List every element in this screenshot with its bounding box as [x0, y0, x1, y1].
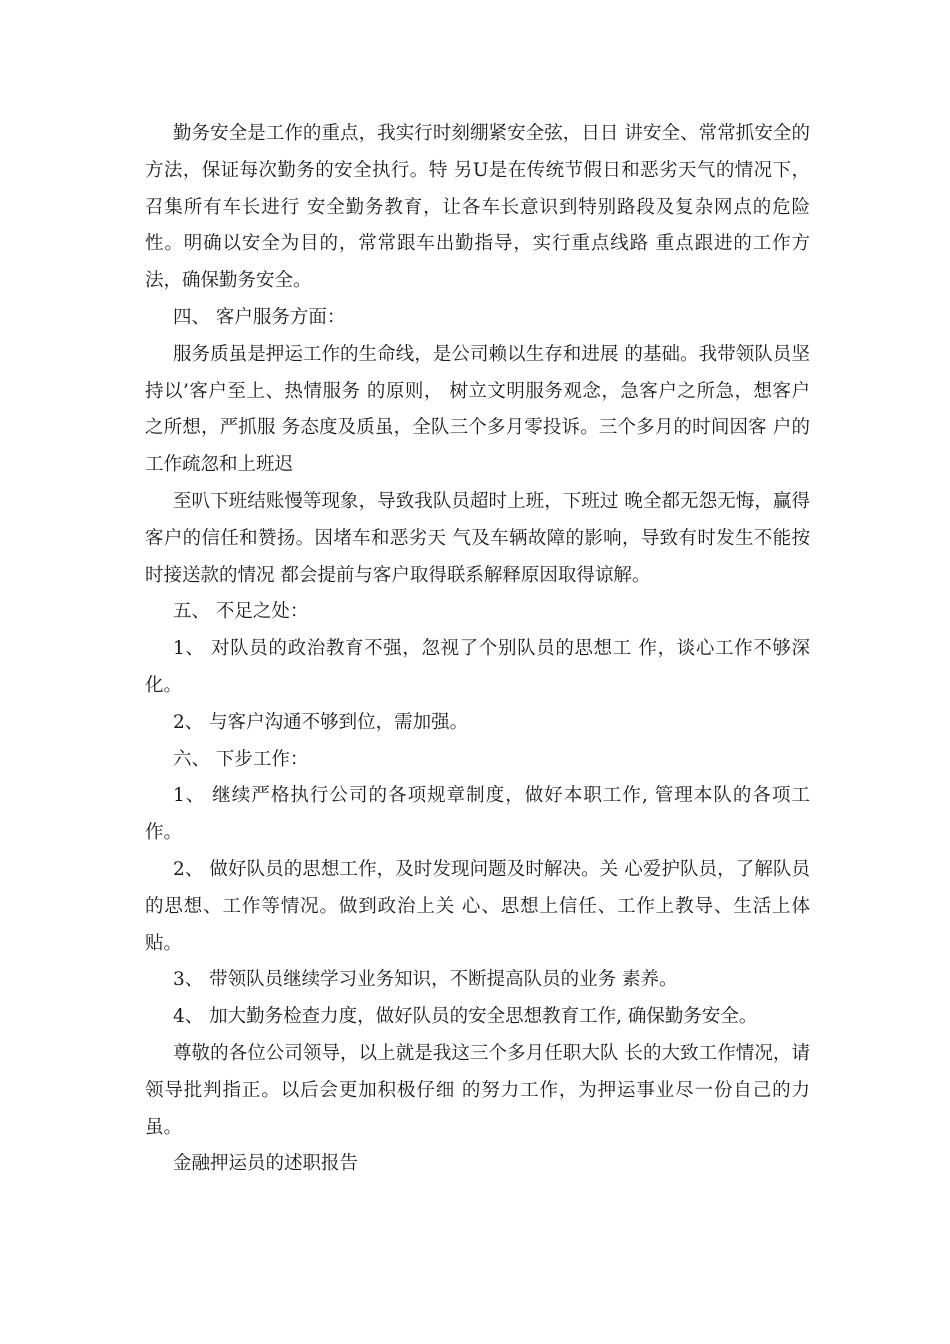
paragraph-safety: 勤务安全是工作的重点，我实行时刻绷紧安全弦，日日 讲安全、常常抓安全的方法，保证每次勤务的安全执行。特 另U是在传统节假日和恶劣天气的情况下，召集所有车长进行 安全勤务教育，让各车长意识到特别路段及复杂网点的危险 性。明确以安全为目的，常常跟车出勤指导，实行重点线路 重点跟进的工作方法，确保勤务安全。: [145, 123, 810, 292]
list-item-shortcoming-1: 1、 对队员的政治教育不强，忽视了个别队员的思想工 作，谈心工作不够深化。: [145, 638, 810, 696]
list-item-next-step-4: 4、 加大勤务检查力度，做好队员的安全思想教育工作, 确保勤务安全。: [173, 1006, 758, 1028]
list-item-next-step-3: 3、 带领队员继续学习业务知识，不断提高队员的业务 素养。: [173, 969, 678, 991]
heading-customer-service: 四、 客户服务方面：: [173, 306, 346, 328]
list-item-next-step-1: 1、 继续严格执行公司的各项规章制度，做好本职工作, 管理本队的各项工作。: [145, 785, 810, 844]
paragraph-service-quality: 服务质虽是押运工作的生命线，是公司赖以生存和进展 的基础。我带领队员坚持以’客户至上、热情服务 的原则， 树立文明服务观念，急客户之所急，想客户之所想，严抓服 务态度及质虽，全队三个多月零投诉。三个多月的时间因客 户的工作疏忽和上班迟: [145, 343, 810, 476]
heading-next-steps: 六、 下步工作：: [173, 748, 309, 770]
document-body: [145, 116, 810, 1183]
heading-shortcomings: 五、 不足之处：: [173, 601, 309, 623]
list-item-next-step-2: 2、 做好队员的思想工作，及时发现问题及时解决。关 心爱护队员，了解队员的思想、工作等情况。做到政治上关 心、思想上信任、工作上教导、生活上体贴。: [145, 858, 810, 954]
list-item-shortcoming-2: 2、 与客户沟通不够到位，需加强。: [173, 711, 469, 733]
paragraph-overtime: 至叭下班结账慢等现象，导致我队员超时上班，下班过 晚全都无怨无悔，赢得客户的信任和赞扬。因堵车和恶劣天 气及车辆故障的影响，导致有时发生不能按时接送款的情况 都会提前与客户取得联系解释原因取得谅解。: [145, 490, 810, 586]
next-section-title: 金融押运员的述职报告: [173, 1153, 359, 1175]
paragraph-closing: 尊敬的各位公司领导，以上就是我这三个多月任职大队 长的大致工作情况，请领导批判指正。以后会更加积极仔细 的努力工作，为押运事业尽一份自己的力虽。: [145, 1042, 810, 1138]
